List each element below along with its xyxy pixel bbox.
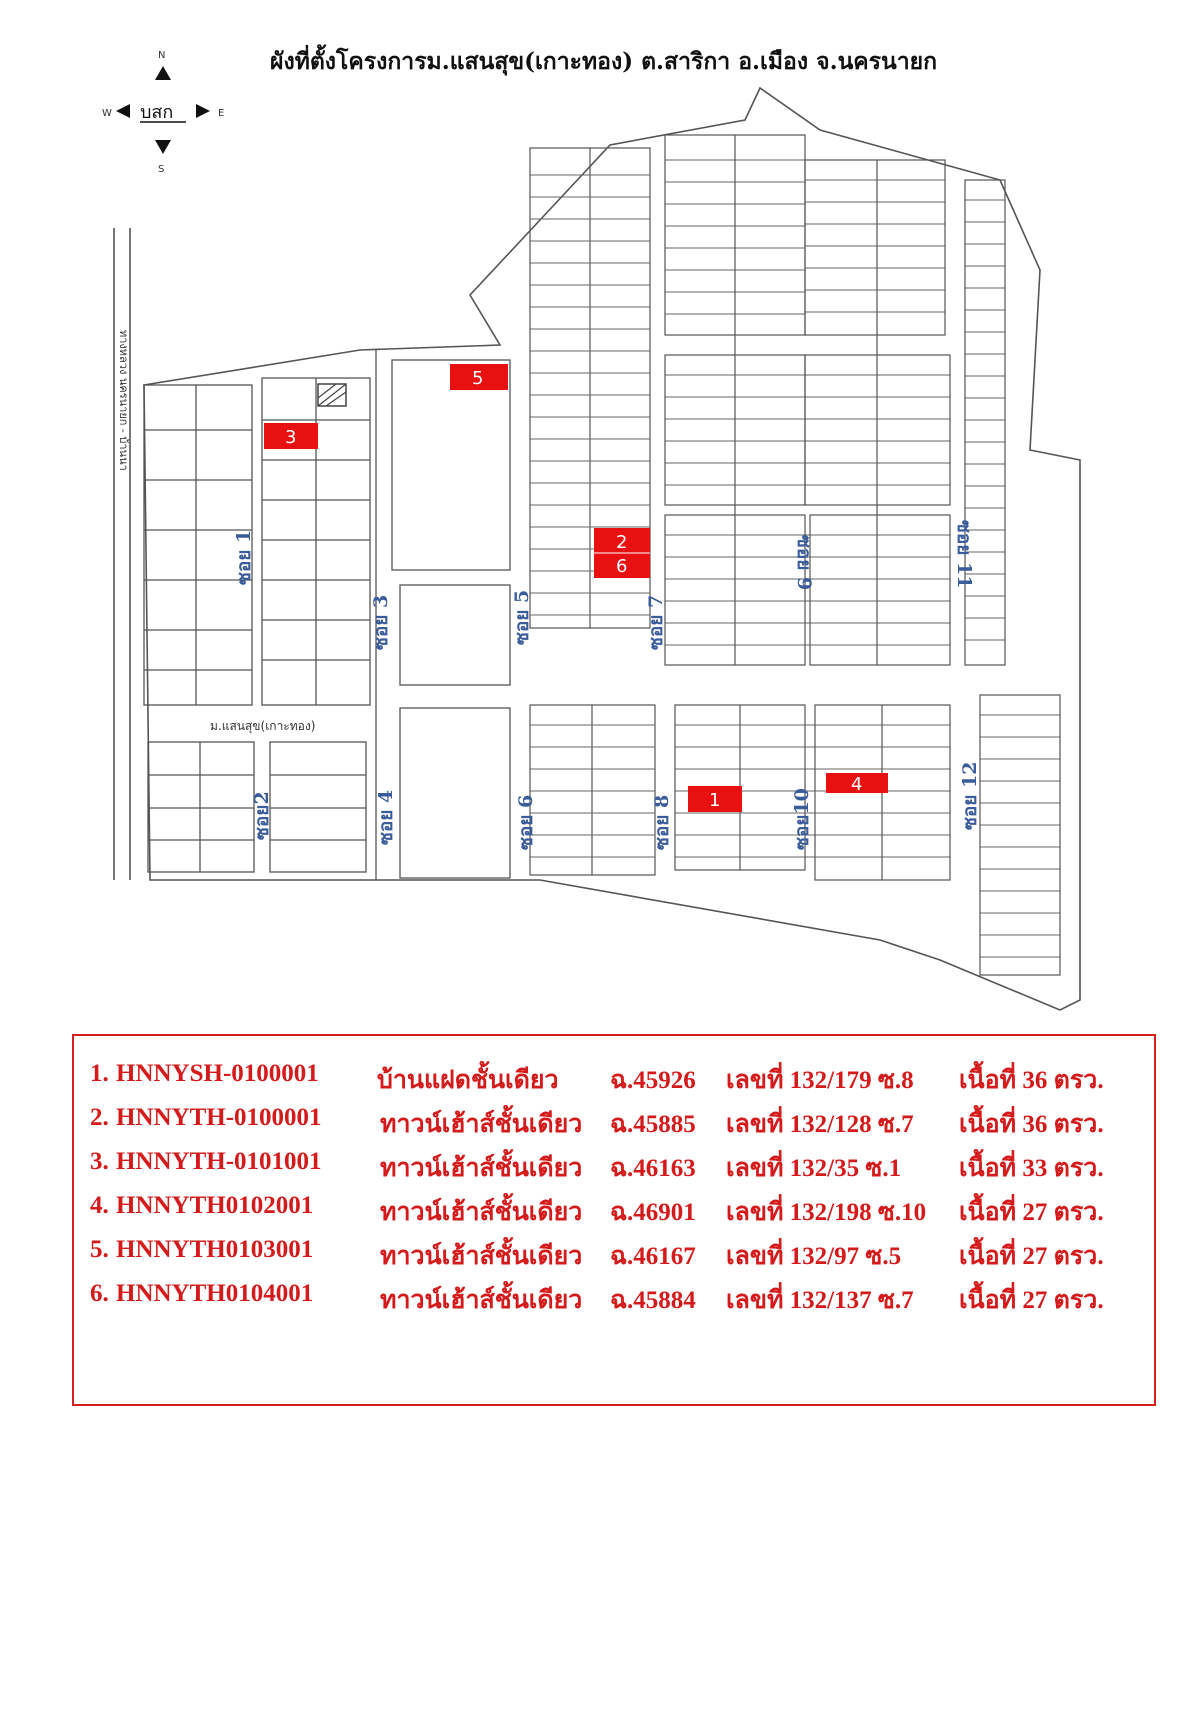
road-label-soi-12: ซอย 12 [959,761,981,830]
compass-rose-icon [102,50,224,175]
village-road-label: ม.แสนสุข(เกาะทอง) [210,719,316,733]
legend-type: ทาวน์เฮ้าส์ชั้นเดียว [380,1243,583,1270]
legend-code: HNNYTH-0101001 [116,1148,322,1175]
highway-label: ทางหลวง นครนายก - บ้านนา [117,330,130,471]
compass-east-label: E [218,108,225,119]
legend-type: ทาวน์เฮ้าส์ชั้นเดียว [380,1287,583,1314]
compass-center-label: บสก [140,102,174,123]
legend-no: 3. [90,1148,109,1175]
svg-text:6: 6 [616,556,628,577]
road-label-soi-1: ซอย 1 [233,529,255,585]
road-label-soi-3: ซอย 3 [370,594,392,650]
legend-deed: ฉ.45885 [610,1111,696,1138]
legend-no: 2. [90,1104,109,1131]
road-label-soi-7: ซอย 7 [645,594,667,650]
legend-box [72,1034,1156,1406]
legend-code: HNNYSH-0100001 [116,1060,319,1087]
road-label-soi-10: ซอย10 [791,788,813,850]
legend-area: เนื้อที่ 27 ตรว. [959,1243,1104,1270]
svg-text:3: 3 [285,427,297,448]
svg-text:5: 5 [472,368,484,389]
legend-no: 6. [90,1280,109,1307]
legend-code: HNNYTH-0100001 [116,1104,322,1131]
legend-address: เลขที่ 132/35 ซ.1 [726,1155,902,1182]
compass-south-label: S [158,164,165,175]
legend-type: ทาวน์เฮ้าส์ชั้นเดียว [380,1111,583,1138]
legend-address: เลขที่ 132/128 ซ.7 [726,1111,914,1138]
road-label-soi-11: ซอย 11 [953,520,975,589]
road-label-soi-6: ซอย 6 [515,794,537,850]
legend-code: HNNYTH0104001 [116,1280,314,1307]
legend-address: เลขที่ 132/198 ซ.10 [726,1199,927,1226]
legend-type: บ้านแฝดชั้นเดียว [377,1067,559,1094]
road-label-soi-5: ซอย 5 [511,589,533,645]
svg-text:1: 1 [709,790,721,811]
legend-type: ทาวน์เฮ้าส์ชั้นเดียว [380,1199,583,1226]
legend-type: ทาวน์เฮ้าส์ชั้นเดียว [380,1155,583,1182]
marker-plot-1[interactable] [688,786,742,812]
road-label-soi-4: ซอย 4 [375,789,397,845]
marker-plot-4[interactable] [826,773,888,795]
legend-code: HNNYTH0102001 [116,1192,314,1219]
legend-area: เนื้อที่ 36 ตรว. [959,1111,1104,1138]
road-label-soi-2: ซอย2 [251,791,273,840]
compass-west-label: W [102,108,112,119]
legend-no: 5. [90,1236,109,1263]
legend-deed: ฉ.46901 [610,1199,696,1226]
highway [114,228,130,880]
block-east-grid [665,135,1060,975]
legend-address: เลขที่ 132/137 ซ.7 [726,1287,914,1314]
road-label-soi-9: ซอย 9 [793,535,815,591]
marker-plot-5[interactable] [450,364,508,390]
legend-address: เลขที่ 132/97 ซ.5 [726,1243,902,1270]
legend-deed: ฉ.46167 [610,1243,696,1270]
legend-area: เนื้อที่ 27 ตรว. [959,1199,1104,1226]
block-center-grid [530,148,655,875]
legend-area: เนื้อที่ 27 ตรว. [959,1287,1104,1314]
legend-deed: ฉ.45884 [610,1287,696,1314]
legend-code: HNNYTH0103001 [116,1236,314,1263]
block-west-upper [144,378,370,705]
svg-text:2: 2 [616,532,628,553]
map-title: ผังที่ตั้งโครงการม.แสนสุข(เกาะทอง) ต.สาริกา อ.เมือง จ.นครนายก [270,48,938,75]
legend-no: 1. [90,1060,109,1087]
marker-plot-3[interactable] [264,423,318,449]
marker-plot-2-6[interactable] [594,528,650,578]
legend-deed: ฉ.45926 [610,1067,696,1094]
legend-area: เนื้อที่ 33 ตรว. [959,1155,1104,1182]
compass-north-label: N [158,50,166,61]
road-label-soi-8: ซอย 8 [651,794,673,850]
legend-deed: ฉ.46163 [610,1155,696,1182]
svg-text:4: 4 [851,774,863,795]
legend-address: เลขที่ 132/179 ซ.8 [726,1067,914,1094]
legend-area: เนื้อที่ 36 ตรว. [959,1067,1104,1094]
legend-no: 4. [90,1192,109,1219]
